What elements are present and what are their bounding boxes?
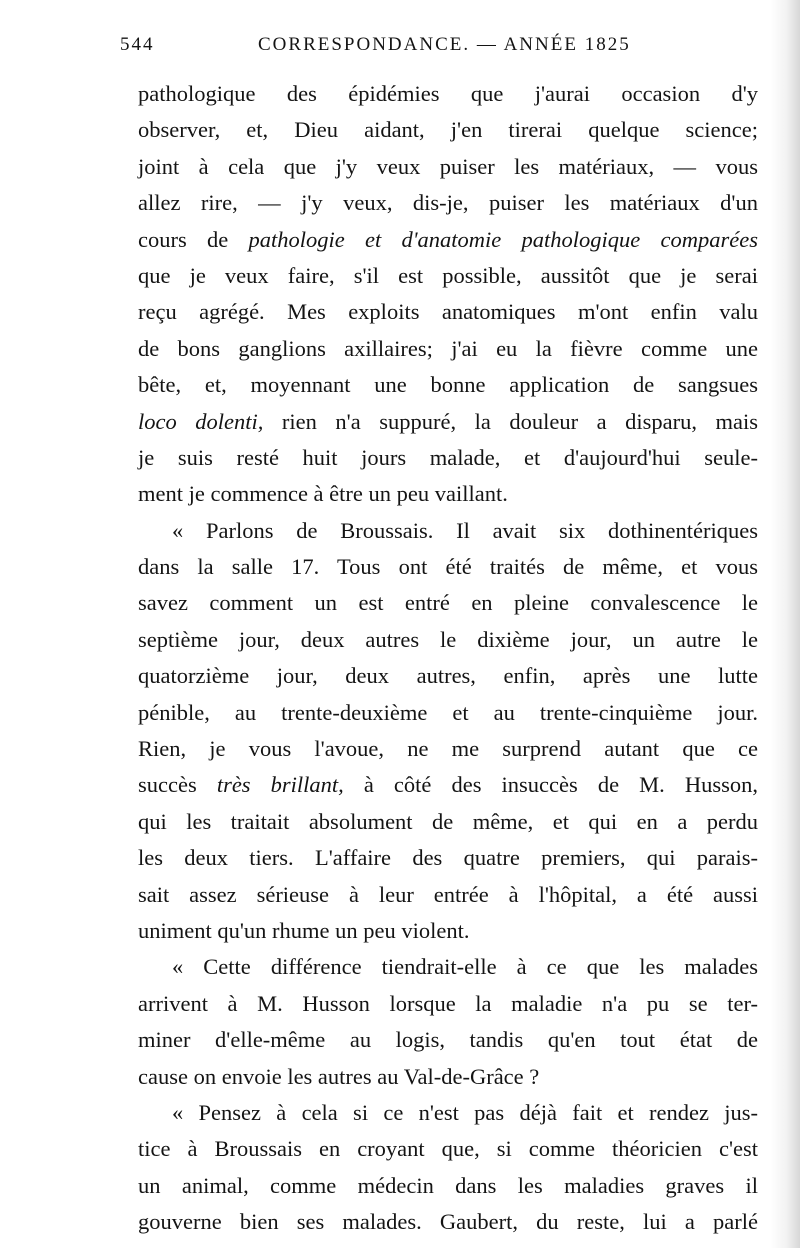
text-line	[138, 367, 758, 403]
text-line	[138, 1059, 758, 1095]
text-line	[138, 1131, 758, 1167]
page-edge-shadow	[770, 0, 800, 1248]
text-line	[138, 804, 758, 840]
page-header	[120, 34, 770, 64]
text-run: que je veux faire, s'il est possible, aussitôt que je serai	[138, 262, 758, 288]
text-line	[138, 877, 758, 913]
body-text	[138, 76, 758, 1241]
text-line	[138, 476, 758, 512]
text-line	[138, 331, 758, 367]
text-run: Rien, je vous l'avoue, ne me surprend autant que ce	[138, 736, 758, 762]
text-run: « Cette différence tiendrait-elle à ce que les malades	[172, 954, 758, 980]
text-run: quatorzième jour, deux autres, enfin, après une lutte	[138, 663, 758, 689]
text-line	[138, 913, 758, 949]
text-line	[138, 258, 758, 294]
text-run: je suis resté huit jours malade, et d'aujourd'hui seule-	[138, 444, 758, 470]
text-run: les deux tiers. L'affaire des quatre premiers, qui parais-	[138, 845, 758, 871]
text-line	[138, 440, 758, 476]
text-line	[138, 222, 758, 258]
text-line	[138, 1022, 758, 1058]
text-line	[138, 585, 758, 621]
text-line	[138, 112, 758, 148]
text-run: pénible, au trente-deuxième et au trente-cinquième jour.	[138, 699, 758, 725]
text-line	[138, 294, 758, 330]
text-line	[138, 185, 758, 221]
text-run: septième jour, deux autres le dixième jour, un autre le	[138, 626, 758, 652]
text-run: pathologique des épidémies que j'aurai occasion d'y	[138, 81, 758, 106]
text-run: bête, et, moyennant une bonne application de sangsues	[138, 372, 758, 398]
text-run: « Parlons de Broussais. Il avait six dothinentériques	[172, 517, 758, 543]
text-line	[138, 840, 758, 876]
text-line	[138, 76, 758, 112]
text-line	[138, 1095, 758, 1131]
text-line	[138, 986, 758, 1022]
text-run: dans la salle 17. Tous ont été traités de même, et vous	[138, 554, 758, 580]
text-run: cause on envoie les autres au Val-de-Grâce ?	[138, 1063, 540, 1089]
text-run: gouverne bien ses malades. Gaubert, du reste, lui a parlé	[138, 1209, 758, 1235]
text-run: succès	[138, 772, 217, 798]
text-run: ment je commence à être un peu vaillant.	[138, 481, 508, 507]
text-run: allez rire, — j'y veux, dis-je, puiser les matériaux d'un	[138, 190, 758, 216]
text-run: à côté des insuccès de M. Husson,	[343, 772, 758, 798]
text-line	[138, 1204, 758, 1240]
text-line	[138, 149, 758, 185]
text-line	[138, 404, 758, 440]
text-line	[138, 549, 758, 585]
page-number: 544	[120, 34, 155, 55]
text-run: reçu agrégé. Mes exploits anatomiques m'ont enfin valu	[138, 299, 758, 325]
text-line	[138, 622, 758, 658]
text-run: sait assez sérieuse à leur entrée à l'hôpital, a été aussi	[138, 881, 758, 907]
text-line	[138, 658, 758, 694]
text-run: de bons ganglions axillaires; j'ai eu la fièvre comme une	[138, 335, 758, 361]
text-run: savez comment un est entré en pleine convalescence le	[138, 590, 758, 616]
text-line	[138, 1168, 758, 1204]
text-run: tice à Broussais en croyant que, si comme théoricien c'est	[138, 1136, 758, 1162]
text-run: « Pensez à cela si ce n'est pas déjà fait et rendez jus-	[172, 1099, 758, 1125]
running-head: CORRESPONDANCE. — ANNÉE 1825	[258, 34, 631, 55]
text-run: observer, et, Dieu aidant, j'en tirerai quelque science;	[138, 117, 758, 143]
text-line	[138, 695, 758, 731]
text-run: cours de	[138, 226, 249, 252]
text-run: qui les traitait absolument de même, et qui en a perdu	[138, 808, 758, 834]
text-run: rien n'a suppuré, la douleur a disparu, mais	[263, 408, 758, 434]
text-run: uniment qu'un rhume un peu violent.	[138, 917, 470, 943]
text-run: miner d'elle-même au logis, tandis qu'en tout état de	[138, 1027, 758, 1053]
text-line	[138, 949, 758, 985]
text-run: un animal, comme médecin dans les maladies graves il	[138, 1172, 758, 1198]
italic-text-run: pathologie et d'anatomie pathologique comparées	[248, 226, 758, 252]
text-run: arrivent à M. Husson lorsque la maladie n'a pu se ter-	[138, 990, 758, 1016]
text-line	[138, 731, 758, 767]
text-line	[138, 767, 758, 803]
italic-text-run: loco dolenti,	[138, 408, 264, 434]
text-run: joint à cela que j'y veux puiser les matériaux, — vous	[138, 153, 758, 179]
italic-text-run: très brillant,	[216, 772, 344, 798]
text-line	[138, 513, 758, 549]
